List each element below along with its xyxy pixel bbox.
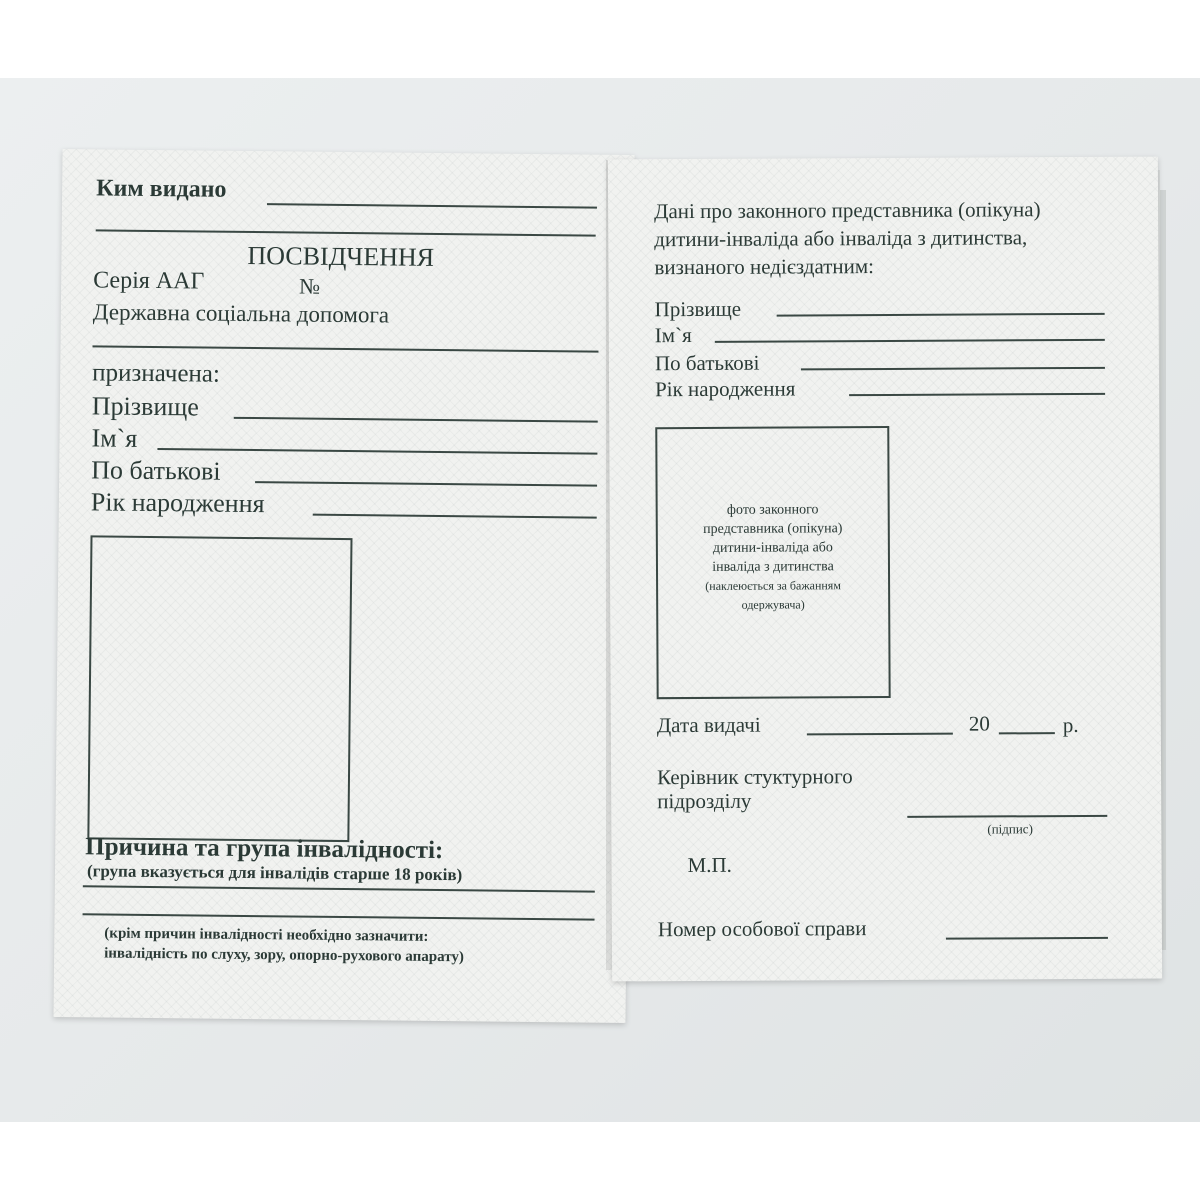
issued-by-label: Ким видано [96,175,227,203]
social-aid-line [92,345,598,352]
certificate-right-page [608,157,1162,982]
assigned-label: призначена: [92,359,221,388]
guardian-birth-year-label: Рік народження [654,376,796,402]
photo-text-line-6: одержувача) [741,597,805,612]
name-label: Ім`я [91,423,138,453]
surname-line [234,417,598,423]
year-suffix: р. [1062,712,1079,738]
photo-text-line-2: представника (опікуна) [703,521,843,537]
certificate-left-page [53,149,634,1023]
series-label: Серія ААГ [93,267,205,295]
guardian-birth-year-line [849,393,1105,396]
case-number-line [946,937,1108,940]
guardian-name-label: Ім`я [654,323,692,348]
guardian-heading-line-2: дитини-інваліда або інваліда з дитинства, [654,225,1028,252]
head-label-line-1: Керівник стуктурного [657,764,853,790]
signature-line [907,815,1107,818]
cause-group-label: Причина та група інвалідності: [85,833,444,865]
issue-date-label: Дата видачі [656,712,761,738]
cause-note-line-1: (крім причин інвалідності необхідно зазначити: [104,925,429,945]
photo-frame [87,535,352,842]
head-label-line-2: підрозділу [657,788,752,814]
patronymic-label: По батькові [91,455,221,486]
cause-line-1 [83,885,595,892]
guardian-patronymic-label: По батькові [654,350,760,376]
photo-text-line-4: інваліда з дитинства [712,559,834,575]
year-line [999,732,1055,734]
surname-label: Прізвище [91,391,200,422]
case-number-label: Номер особової справи [657,916,867,942]
birth-year-label: Рік народження [90,487,265,519]
seal-label: М.П. [687,852,732,878]
guardian-surname-label: Прізвище [654,296,742,322]
photo-text-line-5: (наклеюється за бажанням [705,578,841,593]
cause-note-line-2: інвалідність по слуху, зору, опорно-рухового апарату) [104,945,464,966]
issue-date-line [807,733,953,736]
group-note: (група вказується для інвалідів старше 18 років) [86,861,463,885]
guardian-name-line [715,339,1105,343]
guardian-heading-line-1: Дані про законного представника (опікуна) [654,197,1041,224]
birth-year-line [313,514,597,519]
patronymic-line [255,481,597,487]
issued-by-line [267,203,597,208]
photo-text-line-1: фото законного [726,502,819,518]
document-title: ПОСВІДЧЕННЯ [247,240,435,272]
year-prefix: 20 [968,711,990,736]
issued-by-line-2 [96,229,596,236]
name-line [157,448,597,455]
guardian-surname-line [777,313,1105,317]
photo-text-line-3: дитини-інваліда або [712,540,833,556]
cause-line-2 [83,913,595,920]
guardian-patronymic-line [801,367,1105,371]
guardian-heading-line-3: визнаного недієздатним: [654,254,875,280]
number-sign: № [299,273,321,299]
guardian-photo-frame [655,426,890,699]
signature-label: (підпис) [987,821,1033,837]
social-aid-label: Державна соціальна допомога [92,299,390,328]
